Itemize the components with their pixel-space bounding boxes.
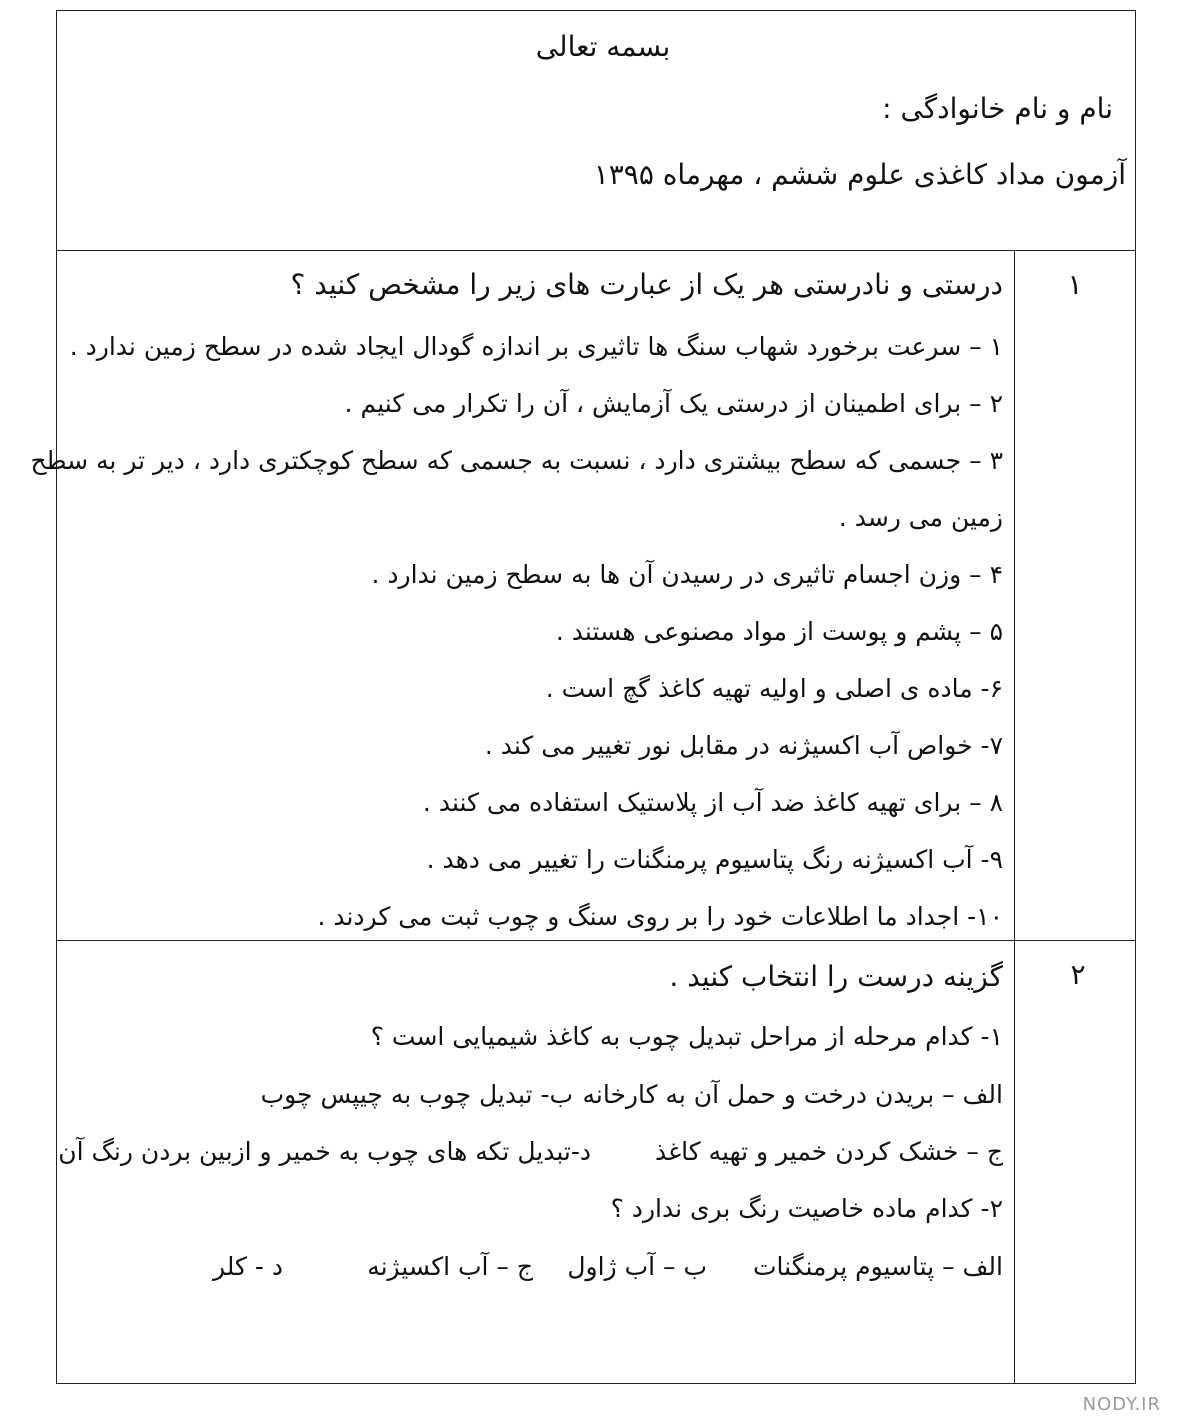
q1-item-8: ۸ – برای تهیه کاغذ ضد آب از پلاستیک استفاده می کنند .	[422, 788, 1003, 817]
q2-sub1-option-b: ب- تبدیل چوب به چیپس چوب	[260, 1080, 573, 1109]
exam-title: آزمون مداد کاغذی علوم ششم ، مهرماه ۱۳۹۵	[593, 158, 1126, 191]
q1-item-4: ۴ – وزن اجسام تاثیری در رسیدن آن ها به سطح زمین ندارد .	[371, 560, 1003, 589]
header-divider	[56, 250, 1136, 251]
q1-item-6: ۶- ماده ی اصلی و اولیه تهیه کاغذ گچ است .	[545, 674, 1003, 703]
q2-sub2-option-d: د - کلر	[212, 1252, 283, 1281]
q1-item-5: ۵ – پشم و پوست از مواد مصنوعی هستند .	[555, 617, 1003, 646]
q2-sub2-question: ۲- کدام ماده خاصیت رنگ بری ندارد ؟	[610, 1194, 1003, 1223]
site-watermark: NODY.IR	[1082, 1394, 1161, 1415]
q2-sub1-question: ۱- کدام مرحله از مراحل تبدیل چوب به کاغذ شیمیایی است ؟	[370, 1022, 1003, 1051]
number-column-divider	[1014, 250, 1015, 1384]
name-field-label: نام و نام خانوادگی :	[882, 92, 1113, 125]
q2-sub1-option-d: د-تبدیل تکه های چوب به خمیر و ازبین بردن رنگ آن	[58, 1137, 591, 1166]
q1-item-9: ۹- آب اکسیژنه رنگ پتاسیوم پرمنگنات را تغییر می دهد .	[426, 845, 1003, 874]
q2-sub1-option-c: ج – خشک کردن خمیر و تهیه کاغذ	[654, 1137, 1003, 1166]
question-divider	[56, 940, 1136, 941]
question-number-1: ۱	[1067, 268, 1083, 301]
basmala: بسمه تعالی	[535, 30, 671, 63]
q1-item-10: ۱۰- اجداد ما اطلاعات خود را بر روی سنگ و چوب ثبت می کردند .	[317, 902, 1003, 931]
question-number-2: ۲	[1070, 958, 1086, 991]
q1-item-1: ۱ – سرعت برخورد شهاب سنگ ها تاثیری بر اندازه گودال ایجاد شده در سطح زمین ندارد .	[69, 332, 1003, 361]
q2-sub2-option-a: الف – پتاسیوم پرمنگنات	[753, 1252, 1003, 1281]
q1-item-7: ۷- خواص آب اکسیژنه در مقابل نور تغییر می کند .	[484, 731, 1003, 760]
q2-sub2-option-b: ب – آب ژاول	[567, 1252, 707, 1281]
q2-sub1-option-a: الف – بریدن درخت و حمل آن به کارخانه	[582, 1080, 1003, 1109]
question-2-title: گزینه درست را انتخاب کنید .	[669, 960, 1003, 993]
q2-sub2-option-c: ج – آب اکسیژنه	[367, 1252, 533, 1281]
q1-item-3: ۳ – جسمی که سطح بیشتری دارد ، نسبت به جسمی که سطح کوچکتری دارد ، دیر تر به سطح	[30, 446, 1003, 475]
q1-item-3-cont: زمین می رسد .	[838, 503, 1003, 532]
q1-item-2: ۲ – برای اطمینان از درستی یک آزمایش ، آن را تکرار می کنیم .	[344, 389, 1003, 418]
question-1-title: درستی و نادرستی هر یک از عبارت های زیر را مشخص کنید ؟	[290, 268, 1003, 301]
